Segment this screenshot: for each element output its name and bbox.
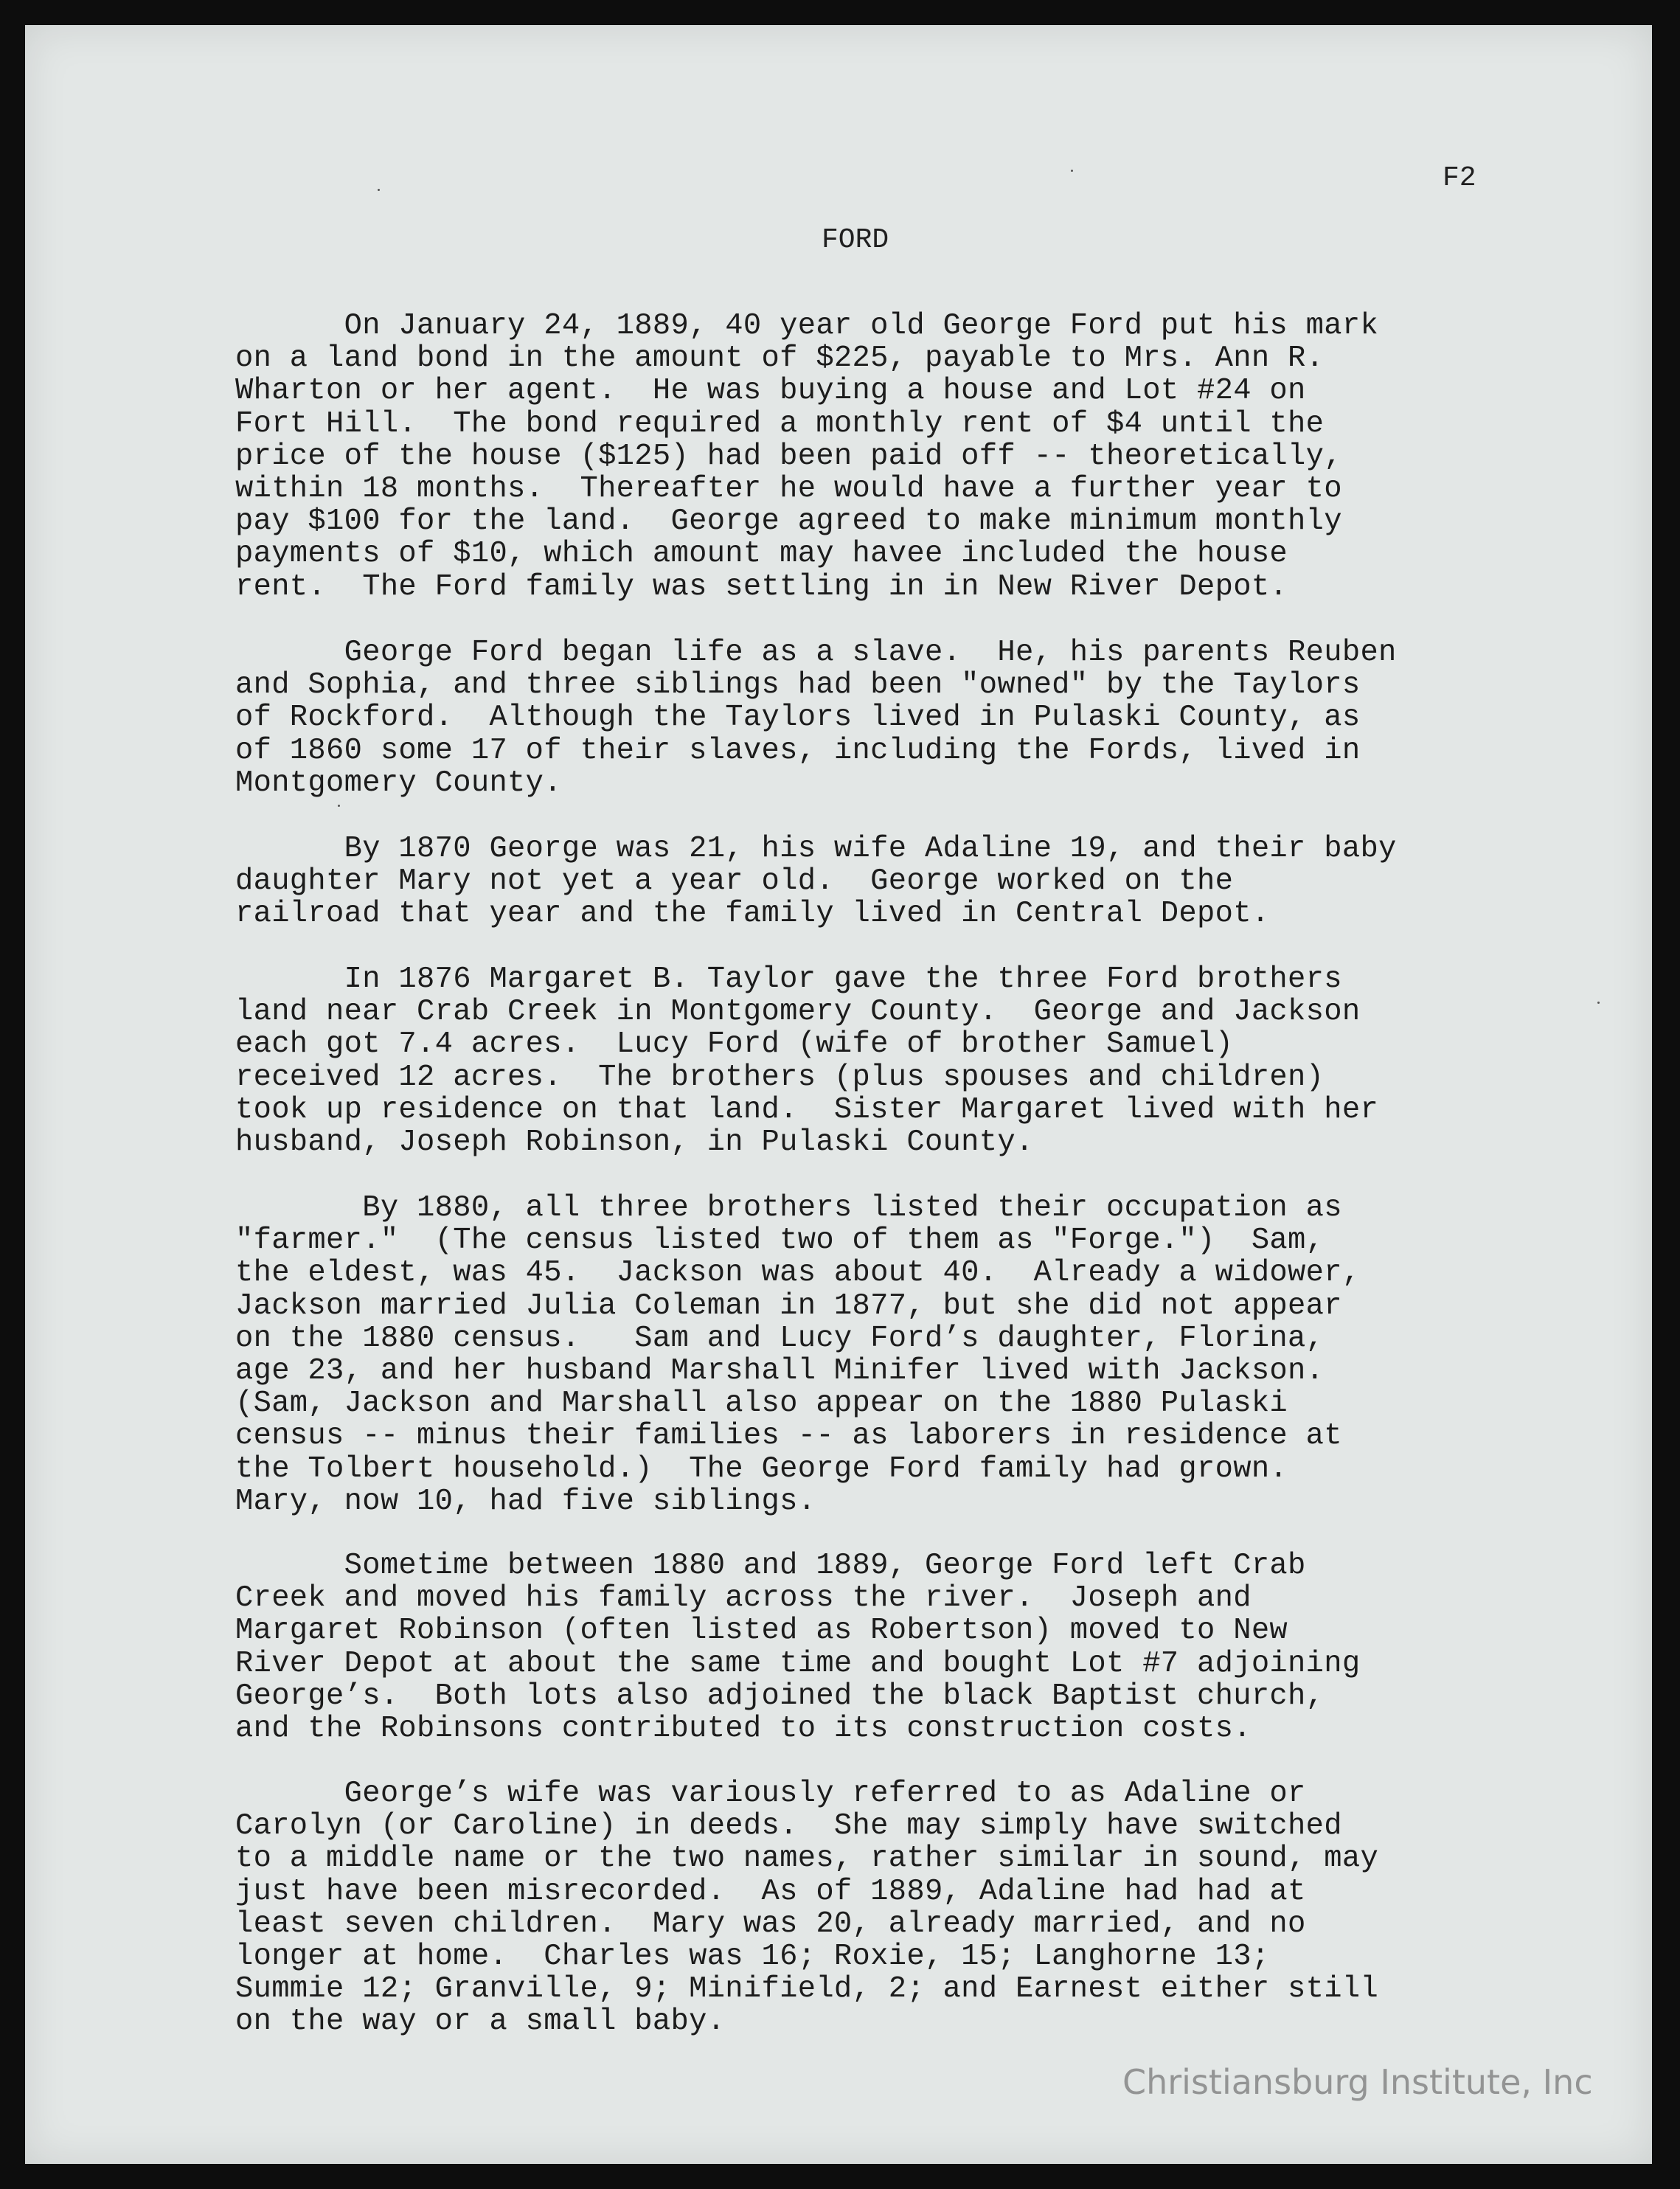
paragraph-1876: In 1876 Margaret B. Taylor gave the three Ford brothers land near Crab Creek in Montgomery County. George and Jackson each got 7.4 acres. Lucy Ford (wife of brother Samuel) received 12 acres. The brothers (plus spouses and children) took up residence on that land. Sister Margaret lived with her husband, Joseph Robinson, in Pulaski County.: [235, 962, 1379, 1160]
document-page: [25, 25, 1652, 2164]
page-number: F2: [1443, 162, 1476, 194]
paragraph-1880: By 1880, all three brothers listed their occupation as "farmer." (The census listed two of them as "Forge.") Sam, the eldest, was 45. Jackson was about 40. Already a widower, Jackson married Julia Coleman in 1877, but she did not appear on the 1880 census. Sam and Lucy Ford’s daughter, Florina, age 23, and her husband Marshall Minifer lived with Jackson. (Sam, Jackson and Marshall also appear on the 1880 Pulaski census -- minus their families -- as laborers in residence at the Tolbert household.) The George Ford family had grown. Mary, now 10, had five siblings.: [235, 1191, 1361, 1519]
paragraph-move: Sometime between 1880 and 1889, George Ford left Crab Creek and moved his family across the river. Joseph and Margaret Robinson (often listed as Robertson) moved to New River Depot at about the same time and bought Lot #7 adjoining George’s. Both lots also adjoined the black Baptist church, and the Robinsons contributed to its construction costs.: [235, 1549, 1361, 1746]
paragraph-1870: By 1870 George was 21, his wife Adaline 19, and their baby daughter Mary not yet a year old. George worked on the railroad that year and the family lived in Central Depot.: [235, 832, 1397, 932]
paper-speck: [338, 805, 340, 807]
paper-speck: [1597, 1002, 1600, 1004]
paragraph-slavery: George Ford began life as a slave. He, his parents Reuben and Sophia, and three siblings had been "owned" by the Taylors of Rockford. Although the Taylors lived in Pulaski County, as of 1860 some 17 of their slaves, including the Fords, lived in Montgomery County.: [235, 636, 1397, 800]
paper-speck: [378, 189, 380, 191]
paragraph-adaline: George’s wife was variously referred to as Adaline or Carolyn (or Caroline) in deeds. She may simply have switched to a middle name or the two names, rather similar in sound, may just have been misrecorded. As of 1889, Adaline had had at least seven children. Mary was 20, already married, and no longer at home. Charles was 16; Roxie, 15; Langhorne 13; Summie 12; Granville, 9; Minifield, 2; and Earnest either still on the way or a small baby.: [235, 1777, 1379, 2039]
watermark: Christiansburg Institute, Inc: [1122, 2062, 1593, 2102]
paragraph-land-bond: On January 24, 1889, 40 year old George Ford put his mark on a land bond in the amount of $225, payable to Mrs. Ann R. Wharton or her agent. He was buying a house and Lot #24 on Fort Hill. The bond required a monthly rent of $4 until the price of the house ($125) had been paid off -- theoretically, within 18 months. Thereafter he would have a further year to pay $100 for the land. George agreed to make minimum monthly payments of $10, which amount may havee included the house rent. The Ford family was settling in in New River Depot.: [235, 309, 1379, 604]
document-title: FORD: [822, 224, 889, 256]
paper-speck: [1071, 170, 1073, 172]
